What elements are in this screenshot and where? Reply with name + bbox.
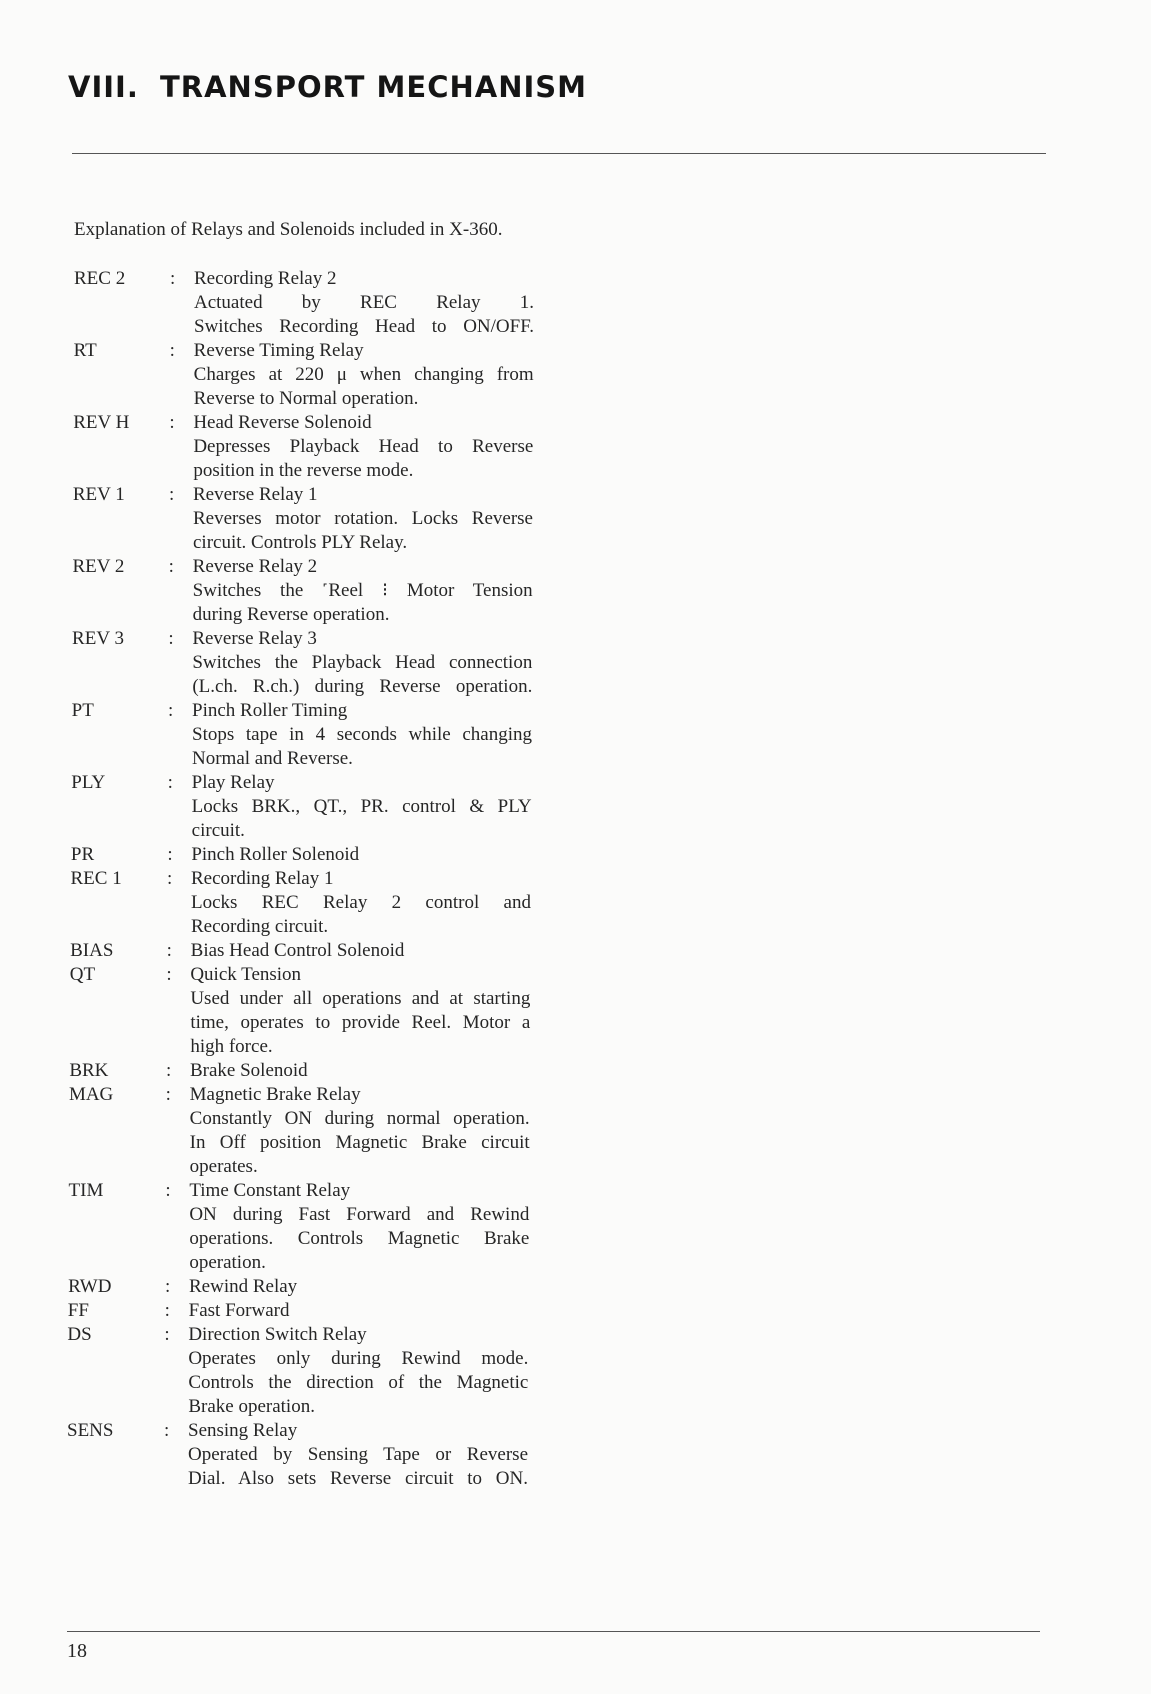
relay-code: TIM xyxy=(68,1180,104,1201)
bottom-divider xyxy=(67,1631,1040,1632)
relay-detail-line: operation. xyxy=(189,1252,266,1273)
relay-description xyxy=(189,1179,529,1275)
relay-detail-line: Constantly ON during normal operation. xyxy=(189,1108,530,1129)
separator-colon: : xyxy=(170,268,176,289)
relay-code: REV 1 xyxy=(72,484,125,505)
relay-code: RT xyxy=(73,340,97,361)
relay-description xyxy=(192,627,532,699)
separator-colon: : xyxy=(169,412,175,433)
relay-detail-line: Locks REC Relay 2 control and xyxy=(191,892,531,913)
relay-name: Magnetic Brake Relay xyxy=(189,1084,361,1105)
relay-name: Head Reverse Solenoid xyxy=(193,412,372,433)
relay-detail-line: position in the reverse mode. xyxy=(193,460,414,481)
relay-code: FF xyxy=(67,1300,89,1321)
top-divider xyxy=(72,153,1046,154)
relay-name: Quick Tension xyxy=(190,964,302,985)
relay-code: REV 2 xyxy=(72,556,125,577)
relay-detail-line: Depresses Playback Head to Reverse xyxy=(193,436,534,457)
separator-colon: : xyxy=(168,556,174,577)
relay-detail-line: time, operates to provide Reel. Motor a xyxy=(190,1012,531,1033)
page-title xyxy=(68,70,587,104)
relay-code: PR xyxy=(70,844,95,865)
relay-description xyxy=(191,939,531,963)
relay-description xyxy=(191,867,531,939)
relay-entry xyxy=(0,843,1151,867)
relay-code: REC 1 xyxy=(70,868,122,889)
relay-detail-line: Switches Recording Head to ON/OFF. xyxy=(194,316,534,337)
relay-name: Direction Switch Relay xyxy=(188,1324,367,1345)
relay-entry xyxy=(0,267,1151,339)
relay-description xyxy=(194,339,534,411)
separator-colon: : xyxy=(169,484,175,505)
relay-description xyxy=(190,963,530,1059)
relay-detail-line: Reverse to Normal operation. xyxy=(193,388,419,409)
relay-code: DS xyxy=(67,1324,92,1345)
relay-description xyxy=(193,483,533,555)
relay-description xyxy=(193,411,533,483)
relay-entry xyxy=(0,1323,1151,1419)
separator-colon: : xyxy=(168,700,174,721)
page-number: 18 xyxy=(67,1640,87,1662)
relay-detail-line: Charges at 220 μ when changing from xyxy=(193,364,534,385)
relay-entry xyxy=(0,1419,1151,1491)
separator-colon: : xyxy=(166,964,172,985)
relay-detail-line: circuit. Controls PLY Relay. xyxy=(193,532,408,553)
relay-entry xyxy=(0,1299,1151,1323)
relay-entry xyxy=(0,939,1151,963)
relay-name: Play Relay xyxy=(191,772,275,793)
relay-description xyxy=(192,699,532,771)
relay-name: Recording Relay 2 xyxy=(194,268,337,289)
separator-colon: : xyxy=(167,772,173,793)
relay-entry xyxy=(0,867,1151,939)
relay-detail-line: operates. xyxy=(189,1156,258,1177)
relay-code: BRK xyxy=(69,1060,109,1081)
relay-code: PLY xyxy=(71,772,106,793)
relay-description xyxy=(189,1275,529,1299)
section-title: TRANSPORT MECHANISM xyxy=(160,70,587,104)
relay-description xyxy=(193,555,533,627)
relay-entry xyxy=(0,555,1151,627)
relay-detail-line: Switches the Playback Head connection xyxy=(192,652,533,673)
relay-name: Pinch Roller Timing xyxy=(192,700,348,721)
relay-name: Reverse Relay 2 xyxy=(192,556,318,577)
relay-description xyxy=(192,771,532,843)
relay-code: PT xyxy=(71,700,94,721)
relay-name: Reverse Timing Relay xyxy=(193,340,364,361)
relay-detail-line: during Reverse operation. xyxy=(192,604,390,625)
relay-detail-line: Normal and Reverse. xyxy=(192,748,353,769)
relay-detail-line: Reverses motor rotation. Locks Reverse xyxy=(193,508,533,529)
relay-name: Reverse Relay 1 xyxy=(193,484,318,505)
relay-entry xyxy=(0,699,1151,771)
separator-colon: : xyxy=(164,1324,170,1345)
relay-detail-line: Switches the ˹Reel ⁝ Motor Tension xyxy=(192,580,533,601)
relay-list xyxy=(0,267,1151,1491)
relay-name: Pinch Roller Solenoid xyxy=(191,844,360,865)
separator-colon: : xyxy=(165,1180,171,1201)
relay-detail-line: Dial. Also sets Reverse circuit to ON. xyxy=(188,1468,528,1489)
relay-detail-line: operations. Controls Magnetic Brake xyxy=(189,1228,530,1249)
relay-code: RWD xyxy=(68,1276,112,1297)
intro-text: Explanation of Relays and Solenoids included in X-360. xyxy=(74,219,503,240)
relay-name: Rewind Relay xyxy=(189,1276,298,1297)
relay-detail-line: Actuated by REC Relay 1. xyxy=(194,292,534,313)
relay-detail-line: ON during Fast Forward and Rewind xyxy=(189,1204,530,1225)
separator-colon: : xyxy=(165,1276,171,1297)
relay-name: Fast Forward xyxy=(188,1300,290,1321)
separator-colon: : xyxy=(168,628,174,649)
relay-detail-line: high force. xyxy=(190,1036,273,1057)
relay-entry xyxy=(0,411,1151,483)
relay-detail-line: circuit. xyxy=(191,820,245,841)
relay-entry xyxy=(0,1083,1151,1179)
relay-code: REV 3 xyxy=(72,628,124,649)
relay-entry xyxy=(0,1275,1151,1299)
relay-name: Bias Head Control Solenoid xyxy=(190,940,405,961)
relay-code: REV H xyxy=(73,412,130,433)
relay-name: Brake Solenoid xyxy=(190,1060,308,1081)
relay-description xyxy=(188,1323,528,1419)
relay-detail-line: Operated by Sensing Tape or Reverse xyxy=(188,1444,528,1465)
relay-name: Sensing Relay xyxy=(188,1420,298,1441)
relay-description xyxy=(191,843,531,867)
relay-detail-line: (L.ch. R.ch.) during Reverse operation. xyxy=(192,676,533,697)
relay-code: SENS xyxy=(67,1420,114,1441)
relay-name: Recording Relay 1 xyxy=(191,868,334,889)
relay-entry xyxy=(0,771,1151,843)
separator-colon: : xyxy=(165,1084,171,1105)
relay-entry xyxy=(0,1179,1151,1275)
relay-description xyxy=(188,1419,528,1491)
relay-code: MAG xyxy=(68,1084,114,1105)
relay-entry xyxy=(0,627,1151,699)
relay-code: REC 2 xyxy=(74,268,126,289)
separator-colon: : xyxy=(169,340,175,361)
relay-description xyxy=(190,1083,530,1179)
relay-entry xyxy=(0,483,1151,555)
separator-colon: : xyxy=(164,1300,170,1321)
relay-entry xyxy=(0,339,1151,411)
relay-detail-line: Recording circuit. xyxy=(191,916,329,937)
relay-code: QT xyxy=(69,964,96,985)
relay-detail-line: Stops tape in 4 seconds while changing xyxy=(192,724,532,745)
relay-detail-line: Controls the direction of the Magnetic xyxy=(188,1372,529,1393)
separator-colon: : xyxy=(167,868,173,889)
relay-entry xyxy=(0,963,1151,1059)
relay-description xyxy=(190,1059,530,1083)
relay-detail-line: Locks BRK., QT., PR. control & PLY xyxy=(191,796,532,817)
separator-colon: : xyxy=(166,1060,172,1081)
relay-code: BIAS xyxy=(70,940,114,961)
relay-detail-line: Used under all operations and at starting xyxy=(190,988,531,1009)
separator-colon: : xyxy=(164,1420,170,1441)
relay-entry xyxy=(0,1059,1151,1083)
separator-colon: : xyxy=(166,940,172,961)
relay-description xyxy=(189,1299,529,1323)
relay-detail-line: Brake operation. xyxy=(188,1396,315,1417)
relay-name: Reverse Relay 3 xyxy=(192,628,317,649)
relay-description xyxy=(194,267,534,339)
relay-name: Time Constant Relay xyxy=(189,1180,351,1201)
relay-detail-line: In Off position Magnetic Brake circuit xyxy=(189,1132,530,1153)
section-number: VIII. xyxy=(68,70,139,104)
relay-detail-line: Operates only during Rewind mode. xyxy=(188,1348,529,1369)
separator-colon: : xyxy=(167,844,173,865)
